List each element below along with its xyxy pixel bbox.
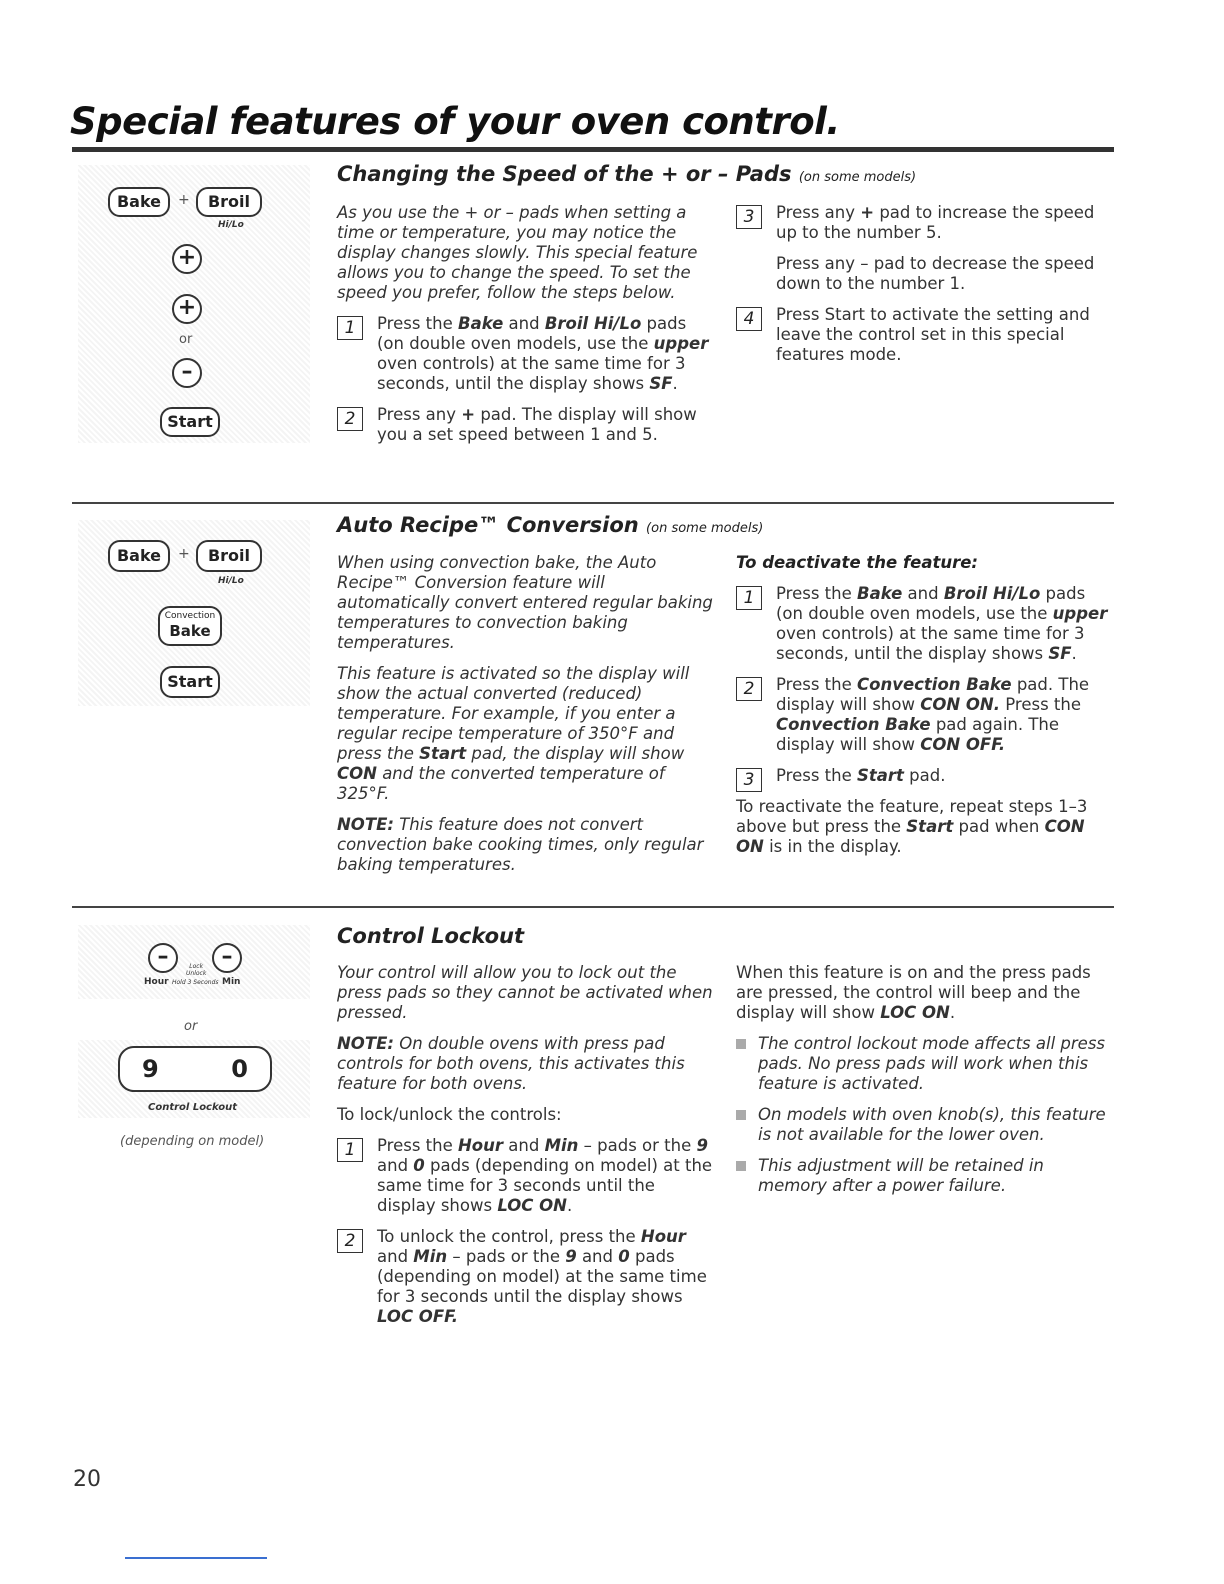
auto-recipe-p2: This feature is activated so the display will show the actual converted (reduced) temperature. For example, if you enter a regular recipe temperature of 350°F and press the Start pad, the display will show CON and the converted temperature of 325°F. bbox=[337, 664, 690, 803]
convection-pads-illustration bbox=[78, 520, 310, 706]
lockout-bullet: This adjustment will be retained in memory after a power failure. bbox=[736, 1156, 1116, 1196]
speed-right-column bbox=[736, 203, 1116, 376]
hour-minus-pad-icon: – bbox=[148, 943, 178, 973]
lockout-right-column bbox=[736, 963, 1116, 1207]
plus-pad-icon: + bbox=[172, 244, 202, 274]
start-pad: Start bbox=[160, 666, 220, 698]
bake-pad: Bake bbox=[108, 540, 170, 572]
min-label: Min bbox=[222, 977, 241, 987]
hold-label: Hold 3 Seconds bbox=[172, 979, 219, 986]
bake-pad: Bake bbox=[108, 187, 170, 217]
speed-step-1: 1 Press the Bake and Broil Hi/Lo pads (on double oven models, use the upper oven controls) at the same time for 3 seconds, until the display shows SF. bbox=[337, 314, 709, 394]
broil-pad: Broil bbox=[196, 187, 262, 217]
deactivate-step-3: 3 Press the Start pad. bbox=[736, 766, 1116, 786]
nine-zero-pads-illustration bbox=[78, 1040, 310, 1118]
control-lockout-label: Control Lockout bbox=[148, 1102, 238, 1113]
footer-link-line bbox=[125, 1557, 267, 1559]
speed-step-2: 2 Press any + pad. The display will show you a set speed between 1 and 5. bbox=[337, 405, 709, 445]
convection-label: Convection bbox=[164, 611, 216, 621]
auto-recipe-p1: When using convection bake, the Auto Recipe™ Conversion feature will automatically convert entered regular baking temperatures to convection baking temperatures. bbox=[337, 553, 713, 652]
speed-step-3: 3 Press any + pad to increase the speed up to the number 5. bbox=[736, 203, 1116, 243]
page-number: 20 bbox=[73, 1467, 101, 1492]
bullet-icon bbox=[736, 1161, 746, 1171]
auto-recipe-note: NOTE: This feature does not convert convection bake cooking times, only regular baking temperatures. bbox=[337, 815, 704, 874]
reactivate-text: To reactivate the feature, repeat steps 1–3 above but press the Start pad when CON ON is in the display. bbox=[736, 797, 1088, 856]
bullet-icon bbox=[736, 1110, 746, 1120]
lockout-left-column bbox=[337, 963, 715, 1338]
hour-min-pads-illustration bbox=[78, 925, 310, 999]
minus-pad-icon: – bbox=[172, 358, 202, 388]
plus-sign: + bbox=[178, 546, 190, 562]
title-rule bbox=[72, 147, 1114, 152]
nine-zero-pad bbox=[118, 1046, 272, 1092]
zero-label: 0 bbox=[231, 1055, 248, 1083]
lockout-right-p1: When this feature is on and the press pads are pressed, the control will beep and the display will show LOC ON. bbox=[736, 963, 1091, 1022]
depending-on-model-caption: (depending on model) bbox=[120, 1134, 265, 1149]
deactivate-step-2: 2 Press the Convection Bake pad. The display will show CON ON. Press the Convection Bake pad again. The display will show CON OFF. bbox=[736, 675, 1116, 755]
section-title-control-lockout: Control Lockout bbox=[337, 924, 525, 948]
plus-sign: + bbox=[178, 192, 190, 208]
lockout-step-1: 1 Press the Hour and Min – pads or the 9 and 0 pads (depending on model) at the same time for 3 seconds until the display shows LOC ON. bbox=[337, 1136, 715, 1216]
page-title: Special features of your oven control. bbox=[70, 100, 840, 143]
auto-recipe-left-column bbox=[337, 553, 715, 886]
deactivate-title: To deactivate the feature: bbox=[736, 553, 979, 572]
bullet-icon bbox=[736, 1039, 746, 1049]
speed-step-4: 4 Press Start to activate the setting and leave the control set in this special features mode. bbox=[736, 305, 1116, 365]
nine-label: 9 bbox=[142, 1055, 159, 1083]
convection-bake-label: Bake bbox=[169, 622, 211, 640]
min-minus-pad-icon: – bbox=[212, 943, 242, 973]
speed-left-column bbox=[337, 203, 709, 456]
hi-lo-label: Hi/Lo bbox=[218, 576, 244, 586]
lockout-bullet: The control lockout mode affects all press pads. No press pads will work when this feature is activated. bbox=[736, 1034, 1116, 1094]
lockout-bullet: On models with oven knob(s), this feature is not available for the lower oven. bbox=[736, 1105, 1116, 1145]
lockout-note: NOTE: On double ovens with press pad controls for both ovens, this activates this feature for both ovens. bbox=[337, 1034, 685, 1093]
lockout-p1: Your control will allow you to lock out the press pads so they cannot be activated when pressed. bbox=[337, 963, 713, 1022]
speed-step-3-extra: Press any – pad to decrease the speed down to the number 1. bbox=[776, 254, 1095, 293]
or-label: or bbox=[184, 1019, 198, 1034]
speed-intro: As you use the + or – pads when setting a time or temperature, you may notice the display changes slowly. This special feature allows you to change the speed. To set the speed you prefer, follow the steps below. bbox=[337, 203, 698, 302]
section-divider bbox=[72, 502, 1114, 504]
lockout-step-2: 2 To unlock the control, press the Hour and Min – pads or the 9 and 0 pads (depending on model) at the same time for 3 seconds until the display shows LOC OFF. bbox=[337, 1227, 715, 1327]
section-title-speed: Changing the Speed of the + or – Pads (on some models) bbox=[337, 162, 917, 186]
lockout-intro: To lock/unlock the controls: bbox=[337, 1105, 562, 1124]
start-pad: Start bbox=[160, 407, 220, 437]
section-title-auto-recipe: Auto Recipe™ Conversion (on some models) bbox=[337, 513, 764, 537]
hi-lo-label: Hi/Lo bbox=[218, 220, 244, 230]
convection-bake-pad bbox=[158, 606, 222, 646]
deactivate-step-1: 1 Press the Bake and Broil Hi/Lo pads (on double oven models, use the upper oven controls) at the same time for 3 seconds, until the display shows SF. bbox=[736, 584, 1116, 664]
auto-recipe-right-column bbox=[736, 553, 1116, 868]
broil-pad: Broil bbox=[196, 540, 262, 572]
plus-pad-icon: + bbox=[172, 294, 202, 324]
lock-unlock-label: Lock Unlock bbox=[186, 963, 207, 977]
section-divider bbox=[72, 906, 1114, 908]
speed-pads-illustration bbox=[78, 165, 310, 443]
hour-label: Hour bbox=[144, 977, 169, 987]
or-label: or bbox=[179, 332, 193, 347]
